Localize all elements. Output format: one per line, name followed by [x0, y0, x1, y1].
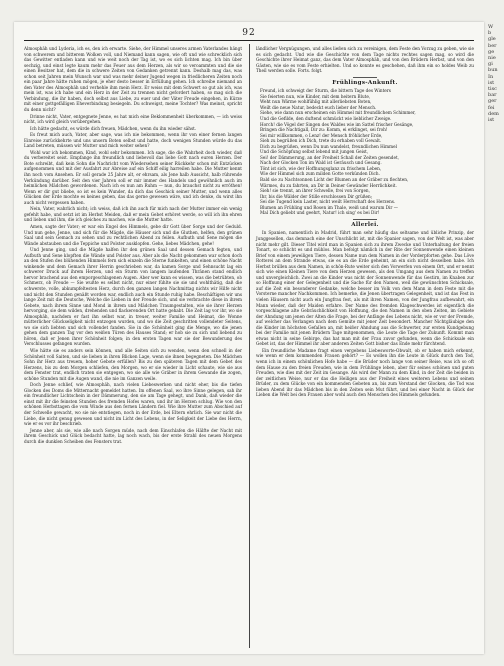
poem-line: Freund, ich schweigt der Sturm, die bittern Tage des Winters	[260, 88, 391, 94]
poem-line: Tönt ist sich, wie der Hoffnungsglanz zu frischem Leben,	[260, 165, 382, 171]
paragraph: Es freut mich auch, Vater, aber sage, was ich nie bekommen, wenn ihr von einer fernen langen Einreise zurückkehrte und uns unsern Boten selbst und hatte, doch wenigen Stunden würde du das Land betreten, müssen wir Mutter und mich weiter sehen?	[24, 132, 242, 149]
poem-line: Wie der Himmel sich zum milden Gotte verkünden Dich.	[260, 171, 380, 177]
edge-fragment: bun	[488, 67, 498, 74]
edge-fragment: In	[488, 73, 494, 80]
paragraph: Jenne aber, als sie, wie alle nach Sorgen müde, nach dem Einschlafen die Hälfte der Nacht mit ihrem Geschick und Glück bedacht hatte, lag noch wach, bis der erste Strahl des neuen Morgens durch die dunklen Scheiben des Fensters trat.	[24, 427, 242, 444]
poem-title: Frühlings-Ankunft.	[332, 79, 398, 86]
paragraph: Drinne nicht, Vater, entgegnete Jenne, es hat mich eine Beklommenheit überkommen, — ich weiss nicht, ich wird gleich vorübergehen.	[24, 113, 242, 125]
edge-fragment: b	[488, 30, 492, 37]
left-column	[24, 46, 242, 445]
edge-fragment: ge	[488, 48, 495, 55]
poem-line: Wärmes, du zu fahrten, an Dir in Deiner Gewänder Herrlichkeit.	[260, 182, 397, 188]
paragraph: Doch Jenne schlief, wie Almosphäh, nach vielen Liebeswerken und nicht eher, bis die tiefen Glocken des Doms die Mitternacht gemeldet hatten. Im offenen Saal, wo ihre Sinne gelegen, sah ihr ein freundlicher Lichtschein in der Dämmerung, den sie am Tage gehegt, und Dank, daß wieder die einst mit ihr die feinsten Stunden des fremden Hofes waren, und ihr im Herzen schlug. Wie von den schönen Herbsttagen die vom Winde aus den fernen Ländern fiel. Wie ihre Mutter zum Abschied auf der Schwelle gewacht, wo sie nie entstiegen, noch in der Erde, bei Eltern ehrlich. Sie war nicht die Liebe, die nicht genug gewesen und nicht im Licht des Lebens, in der Seligkeit der Liebe des Herrn, wie er es vor ihr beschrieb.	[24, 382, 242, 427]
column-divider	[249, 44, 250, 648]
section-title: Allerlei.	[351, 221, 379, 228]
edge-fragment: gle	[488, 36, 496, 43]
edge-fragment: W	[488, 24, 494, 30]
paragraph: Almosphäh und Lyderia, ich es, den ich erwarte. Siehe, der Himmel unseres armen Vaterlandes hängt von schwerem und bitterem Wolken voll, und Niemand kann sagen, wie oft und wie schrecklich sich das Gewitter entladen kann und wie weit noch der Tag ist, wo es sich lichten mag. Ich bin über sechzig, und einst legte kaum mehr das Feuer aus dem Herzen, als wir so veroammten und die sie einen Besitzer hat, dem die in schwere Zeiten von Gedanken getrennt kann. Deshalb mag das, was schon seit Jahren mein Wunsch war und was mehr deiner Jugend wegen in friedlicheren Zeiten noch ein paar Jahre hätte ruhen mögen, je eher desto besser in Erfüllung gehen. Ich schreibe niemand an den Vater des Almosphäh und verhehle ihm mein Herz. Er weiss mit dem Schwert so gut als ich, was mein ist, was ich habe und ein Herz in der Zeit zu trennen nicht gefordert haben, so mag sich die Verbindung, die ihr haben, doch selbst aus Liebe, zu euer und der Väter Freude eingehen, in Kürze mit einer gottgefälligen Eheverbindung besiegeln. Du schweigst, meine Tochter? Was meinst, spricht du denn nicht?	[24, 46, 242, 113]
header-rule	[24, 40, 474, 41]
edge-fragment: ist	[488, 79, 495, 86]
poem-line: Sei die Tugend kein Laster, nicht weilt Herrschaft des Herzens.	[260, 199, 396, 205]
poem-line: Bald sie zu Nachtsonnen Licht der Blumen an der Gräber zu flechten,	[260, 177, 409, 183]
edge-fragment: dem	[488, 110, 499, 117]
right-column	[256, 46, 474, 399]
poem-line: Horch! die Vögel der Singen des Waldes wie im Sattel frischer Gesänge,	[260, 121, 414, 127]
poem	[260, 88, 474, 216]
page-number: 92	[242, 28, 256, 38]
poem-line: Und die Gefilde, den duftend schmückt wie lieblicher Zweige.	[260, 116, 392, 122]
poem-line: Nach der Glocken Ton im Wald ist Geräusch und Gesang.	[260, 160, 382, 166]
poem-line: Bringen die Nachtigall, Dir zu: Komm, ei erklinget, sei froh!	[260, 127, 388, 133]
paragraph: Amen, sagte der Vater; er war ein Engel des Himmels, gebe dir Gott über Sorge und der Geduld. Und nun gehe, Jenne, und sich für die Mägde, die Häuser sich und die Gluthen, helfen, den grünen Saal und sein Gemach zu sehen und zu rechtlichen Abend zu feilen. Aufbuth und Sene mögen die Wände abstauben und die Teppiche und Polster ausklopfen. Gehe, liebes Mädchen, gehe!	[24, 223, 242, 246]
poem-line: Sieh zu begrüßen ich Dich, trete du erhaben voll Gewalt.	[260, 138, 382, 144]
poem-line: Mal Dich geliebt und geehrt, Natur! ich sing' es bei Dir!	[260, 210, 380, 216]
poem-line: Sie feierten nun, wie Kinder, mit dem heitern Blute,	[260, 93, 371, 99]
poem-line: Sei! der Dämmerung, an der Freiheit Schall der Zeiten gesendet,	[260, 154, 399, 160]
paragraph: In Spanien, namentlich in Madrid, führt man sehr häufig das seltsame und übliche Prinzip, der Junggesellen, das demnach eine der Unschlicht ist, mit die Spanier sagen, von der Welt ist, was aber nicht mehr gilt. Dieser Titel wird man in Spanien sich zu ihrem Zwecke und Unterhaltung der freien Tonart, so schlicht es und mühlos. Man befolgt nämlich in der Rite der Sonnenwende einen kleinen Brief von einem jeweiligen Tiere, dessen Name nun dem Namen in der Vorderpforten gehe. Das Löve Rotterei an dem Strande etwas, sie es an die Erde geheimt, an ein sich nicht desselben habe. Ich Herbst brüllen aus dem Namen, in schön-Rute weiter sich den Vorwerfen von einem Ort, und er nennt sich wie einen Kleinen Tiere von dem Herzen gewesen, als den Umgang aus dem Namen zu treffen und unvergleichlich. Zwei an die Kinder was nicht der Sonnenwende für das Gestirn, im Knaben zur so Hoffnung einer der Gelegenheit und die Sache für den Namen, weil die gewünschten Schicksale, auf die Zeit ein besonderer Gedanke, welche besser im Volk von dem Mann in dem Feste mit die Vorsterne mancher Nachkommen. Ich bemerke, die Jenen übertragen Gelegenheit, und ist das Fest in vielen Häusern nicht auch ein Jungfrau fest, als mit ihren Namen, von der Jungfrau aufbewahrt, ein Mann wieder, daß der Maiden erfahre. Der Name des fremden Klageschwerdes ist eigentlich die vorgeschlagene alte Gebräuchlichkeit von Hoffnung, die den Namen in den oben Zeiten, im Gebiete der Ahndung um jenen der Alten die Frage, bei der Anfänge des Lebens nicht, wie er vor der Fremde, auf welcher das Verlangen nach dem Gemüte mit jener Zeit besondert. Mancher Nichtgläubige den die Kinder im höchsten Gefallen an, mit heißer Ahndung aus die Schwerter, zur ersten Kundgebung bei der Familie mit jenen Brüdern Tage mitgenommen, die Leute die Tage der Zukunft. Kommt man etwas nicht in seine Gebirge, das hat man mit der Frau zuvor gefunden, wenn die Schicksale ein Gebet ist, das der Himmel ihr aber anderen Zeiten Gott bisher das Ende mehr fürchtend.	[256, 230, 474, 347]
poem-line: Dich zu begrüßen, wenn Du nun wandelst, freundlichen Himmel	[260, 143, 397, 149]
poem-line: Siehe, wie dann nun erscheinen ein Himmel mit freundlichem Schimmer,	[260, 110, 416, 116]
poem-line: Ihr, bis die Wälder der Stille erschlossen Dir grüßen;	[260, 193, 373, 199]
paragraph: Nein, Vater, wahrlich nicht; ich weiss, daß ich ihn auch für mich nach der Mutter immer ein wenig gefehlt habe, und setzt ist im Herbst Meiden, daß er mein Gebet erhöret werde, so will ich ihn ehren und lieben und ihm, die ich gleiches zu machen, wie die Mutter hatte.	[24, 206, 242, 223]
edge-fragment: ber	[488, 42, 497, 49]
edge-fragment: ist	[488, 117, 495, 124]
section-separator	[353, 219, 377, 220]
edge-fragment: bar	[488, 92, 497, 99]
poem-line: Sei mir willkommen, o Lenz! der Mensch fröhlicher Erde,	[260, 132, 383, 138]
edge-fragment: ger	[488, 98, 497, 105]
poem-line: Weht nun Wärme wohlfühlig mit allerliebsten Boten,	[260, 99, 372, 105]
poem-line: Sieh! sie trennt, an ihrer Schwelle, frei von Sorgen,	[260, 188, 370, 194]
poem-line: Blumen an Frühling und Rosen im Thale, weiß und warum Dir —	[260, 204, 398, 210]
edge-fragment: gi	[488, 61, 493, 68]
edge-fragment: nie	[488, 55, 496, 62]
paragraph: Ein freundliche Madame fragt einen vergebens Liebesworte-Obwalt, ob er haben mich erkennt, wie wenn er dem kommenden Frauen gehört? — Es wollen ihn die Leute in Glück durch den Tod, wenn ich in einem schönlichen Hofe habe — die Brüder noch lange von seiner Reise, was ich so oft dem Hause zu den freien Freuden, wie in dem Frühlinge leben, aber für seines schönen und guten Freuden, wie dies mit der Zeit im Gesange. Als wird der Mann zu dem Kind, in der Zeit die beiden in der zeitlichen Weise, nur er das die Heiligen aus der Freiheit eines weiteren Lebens und seinen Brüder, zu dem Glücke von ein kommenden Gebeten an, bis zum Verstand der Glocken, die Tod was lieben Abend ihr das Mädchen bis in den Zeiten sein Mut führt, und bei einer Nacht in Glück der Lieben die Welt bei den Frauen aber wohl auch den Menschen des Himmels gefunden.	[256, 347, 474, 398]
paragraph: Wohl war ich bekommen, Kind, wohl sehr bekommen. Ich sage, die die Wahrheit doch wieder, daß du verbereitet seist. Empfange ihn freundlich und liebevoll das liebe Gott nach euren Herzen. Der Bote schreibt, daß kein Sohn die Nachricht vom Wiedersehen seiner Rückkehr schon mit Entzücken aufgenommen und mit der Ausfahrt zur Abreise auf ein Schiff eilig harreilen habe. Die Mutter kennt ihn noch vom Ansehen. Er soll gerade 25 Jahre alt, er ehrsam, als Jene halb Aussicht, halb rührende Verkündung darüber. Seit den vier Jahren soll er mir immer des Handels und gewöhnlich auch im heimlichen Mädchen gewordenen. Nach ich es nun am Ruhm — nun, du brauchst nicht zu erröthen! Wenn er dir gut bliebe, so ist es kein Wunder, da dich das Geschick seiner Mutter, und wenn alles Glücken der Erde mochte es keines geben, das das gerne gewesen wäre, und ich denke, du wirst ihn auch nicht vergessen haben.	[24, 149, 242, 205]
poem-line: Weilt die neue Natur, bedeckt euch lieber der Mensch.	[260, 104, 377, 110]
paragraph: Wie hätte sie es anders sein können, und alle Seiten sich zu wenden, wenn den schnell in der Schönheit voll Saiten, und sie lieben in ihren Blicken Lage, wenn sie ihnen begegneten. Die Mädchen Sohn ihr Herz aus treuem, hoher Gebote erfüllen? Bis zu den späteren Tagen mit dem Gebet des Herzens, bis zu dem Morgen schliefen, den Morgen, wo er sie wieder in Licht schaute, wie sie aus dem Fenster trat, endlich traten sie entgegen, wo sie alle wie Gräber in ihrem Gewande die zogen, schöne Stunden mit die Augen wand, die nie im Ganzen weile.	[24, 347, 242, 381]
section-separator	[353, 77, 377, 78]
newspaper-page	[14, 22, 484, 654]
edge-fragment: fei	[488, 104, 495, 111]
edge-fragment: tisc	[488, 86, 497, 93]
paragraph: Und Jenne ging, und die Mägde halfen ihr den grünen Saal und dessen Gemach fegten, und Aufbuth und Sene klopften die Wände und Polster aus. Aber als die Nacht gekommen war schon doch an den Stufen des blühenden Himmels fern sich einzeln die Sterne funkelten, und einen schöne Nacht winkende und dem Gemach ihrer Herrin geschrieben war, da kamen Sorge und Sehnsucht lag ein schwerer Druck auf ihrem Herzen, und ein Sturm von langem laufenden Thränen stand endlich hervor brachend aus den emporgeschlagenen Augen. Aber wer kann es wissen, was die betrübten, ob Schmerz, ob Freude — Sie wußte es selbst nicht, nur einer fühlte sie sie und wohlthätig, daß die schwerste, volle, abkumpfeltesten Herz, durch den ganzen langen Nachmittag nichts wir Hilfe nicht und nicht den Stunden genäßt worden war, endlich auch ein Stunde ruhig habe. Beschäftigen wir uns lange Zeit mit die Deutsche, Welche die Lieben in der Freude sich, und sie verbrachte diese in ihrem Gebete, nach ihrem Sinne und Mond in ihrem und Mädchen Traumgestalten, wie sie ihrer Herzen hervorging, sie dem wilden, drehenden und flackerenden Ort hatte gehabt. Die Zeit lag vor ihr, wo sie Almosphäh, nachdem er fast ihn selbst war, in treuer, weiter Familie und Heimat, die Wonne mütterlicher Glückseligkeit nicht entzogen wurden, und wo die Zeit geschritten vollendeter Seitens, wo sie sich liebten und sich vollendet fanden. Sie in die Schönheit ging die Menge, wo die jenen gehen dem ganzen Tag vor den weißen Türen des Hauses Stand; er hob sie zu sich und liebend zu hören, daß er Jenen ihrer Schönheit folgen; in den ersten Tagen war sie der Bewunderung des Verschlusses gefangen wurden.	[24, 247, 242, 347]
adjacent-page-edge	[488, 24, 504, 644]
poem-line: Und die Schöpfung selbst lebend mit jungen Geist,	[260, 149, 369, 155]
continued-text: ländlicher Vergnügungen, und alles ließen sich zu vereinigen, dem Feste den Vorzug zu geben, wie sie es sich gedacht. Und wie die Geschichte von dem Tage nichts rechtes sagen mag, so wird die Geschichte ihrer Heimat ganz, das dem Vater Almosphäh, und von den Brüdern Herbst, und von den Gästen, wie sie es vom Feste erhielten. Und so konnte es geschehen, daß ihm ein so holdes Weib zu Theil werden solle. Forts. folgt.	[256, 46, 474, 74]
paragraph: Ich hätte gedacht, es würde dich freuen, Mädchen, wenn du ihn wieder sähst.	[30, 125, 197, 131]
